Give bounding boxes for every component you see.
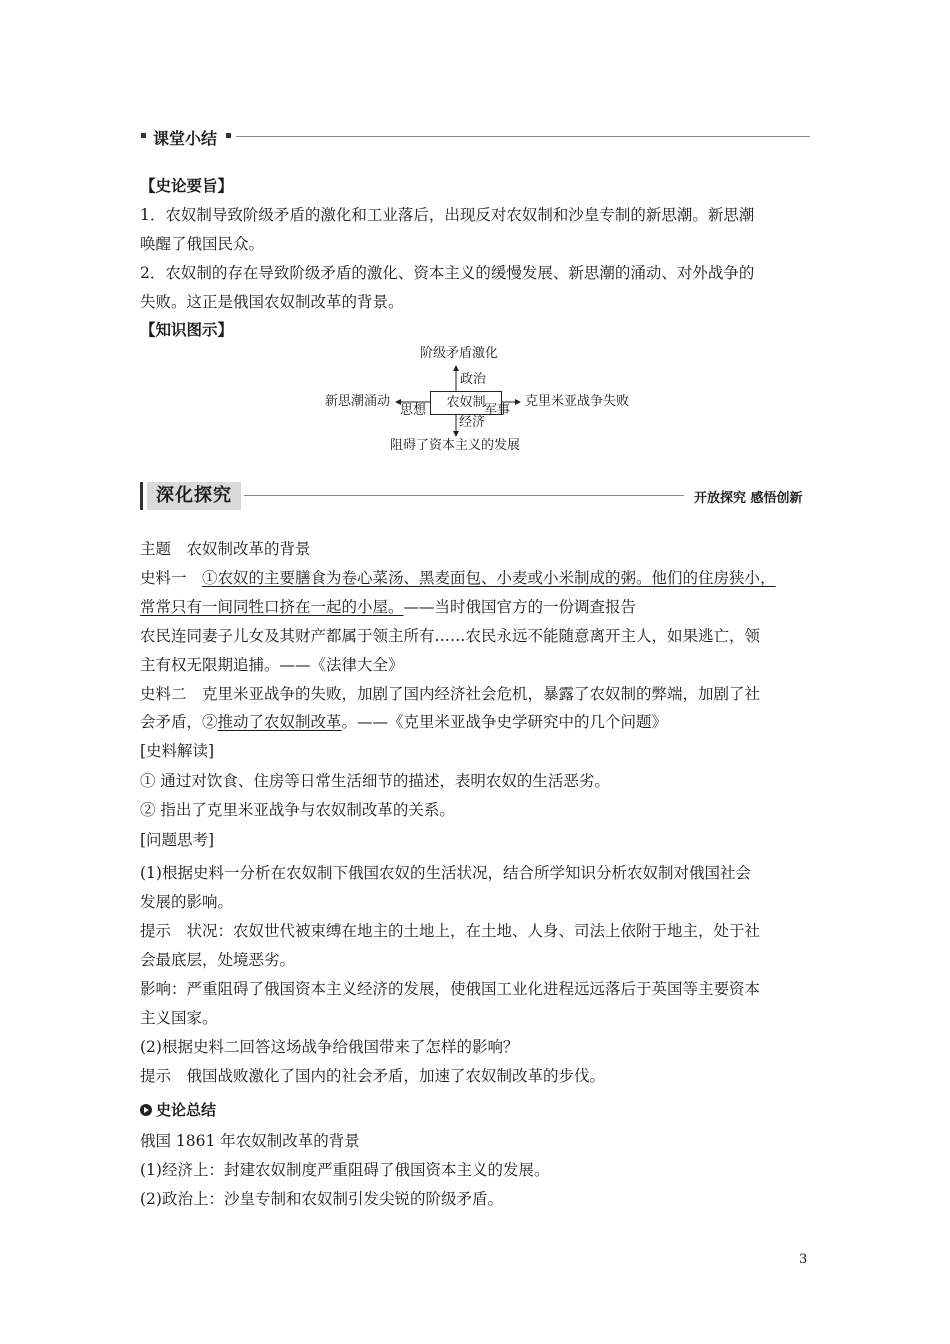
source1-label: 史料一 bbox=[140, 569, 203, 587]
source2-line1: 史料二 克里米亚战争的失败，加剧了国内经济社会危机，暴露了农奴制的弊端，加剧了社 bbox=[140, 685, 761, 703]
play-circle-icon bbox=[140, 1104, 152, 1116]
point2-line2: 失败。这正是俄国农奴制改革的背景。 bbox=[140, 293, 404, 311]
jiedu-item2: ② 指出了克里米亚战争与农奴制改革的关系。 bbox=[140, 801, 455, 819]
summary-item1: (1)经济上：封建农奴制度严重阻碍了俄国资本主义的发展。 bbox=[140, 1161, 550, 1179]
source1-line2 bbox=[140, 597, 636, 617]
jiedu-label: [史料解读] bbox=[140, 742, 215, 760]
question1-line2: 发展的影响。 bbox=[140, 893, 234, 911]
summary-item2: (2)政治上：沙皇专制和农奴制引发尖锐的阶级矛盾。 bbox=[140, 1190, 503, 1208]
answer2: 提示 俄国战败激化了国内的社会矛盾，加速了农奴制改革的步伐。 bbox=[140, 1067, 606, 1085]
source1-line1 bbox=[140, 568, 776, 588]
diagram-top-edge: 政治 bbox=[460, 372, 487, 387]
diagram-right-edge: 军事 bbox=[484, 403, 511, 418]
point2-line1: 2．农奴制的存在导致阶级矛盾的激化、资本主义的缓慢发展、新思潮的涌动、对外战争的 bbox=[140, 264, 755, 282]
diagram-bottom-result: 阻碍了资本主义的发展 bbox=[390, 438, 521, 453]
diagram-bottom-edge: 经济 bbox=[459, 415, 486, 430]
section-title-shenhua: 深化探究 bbox=[147, 482, 241, 510]
section2-subtitle: 开放探究 感悟创新 bbox=[694, 491, 803, 506]
source1-citation: ——当时俄国官方的一份调查报告 bbox=[403, 598, 637, 616]
shilun-label: 【史论要旨】 bbox=[140, 177, 234, 195]
diagram-right-result: 克里米亚战争失败 bbox=[525, 394, 630, 409]
theme-line: 主题 农奴制改革的背景 bbox=[140, 540, 311, 558]
source2-prefix: 会矛盾，② bbox=[140, 713, 218, 731]
source2-line2 bbox=[140, 712, 667, 732]
answer1-line1: 提示 状况：农奴世代被束缚在地主的土地上，在土地、人身、司法上依附于地主，处于社 bbox=[140, 922, 761, 940]
diagram-center-box: 农奴制 bbox=[430, 391, 502, 415]
section-title-ketang: 课堂小结 bbox=[153, 129, 218, 148]
zhishi-label: 【知识图示】 bbox=[140, 321, 234, 339]
diagram-top-result: 阶级矛盾激化 bbox=[420, 346, 499, 361]
diagram-left-result: 新思潮涌动 bbox=[325, 394, 391, 409]
sikao-label: [问题思考] bbox=[140, 831, 215, 849]
section2-bar bbox=[140, 482, 143, 510]
source1-underlined-b: 常常只有一间同牲口挤在一起的小屋。 bbox=[140, 598, 404, 616]
source2-suffix: 。——《克里米亚战争史学研究中的几个问题》 bbox=[341, 713, 668, 731]
question2: (2)根据史料二回答这场战争给俄国带来了怎样的影响？ bbox=[140, 1038, 519, 1056]
answer1-line2: 会最底层，处境恶劣。 bbox=[140, 951, 296, 969]
section2-divider bbox=[244, 495, 684, 496]
answer1-line4: 主义国家。 bbox=[140, 1009, 218, 1027]
source1-underlined-a: ①农奴的主要膳食为卷心菜汤、黑麦面包、小麦或小米制成的粥。他们的住房狭小， bbox=[202, 569, 776, 587]
question1-line1: (1)根据史料一分析在农奴制下俄国农奴的生活状况，结合所学知识分析农奴制对俄国社会 bbox=[140, 864, 751, 882]
point1-line2: 唤醒了俄国民众。 bbox=[140, 235, 265, 253]
source2-underlined: 推动了农奴制改革 bbox=[217, 713, 342, 731]
jiedu-item1: ① 通过对饮食、住房等日常生活细节的描述，表明农奴的生活恶劣。 bbox=[140, 772, 610, 790]
summary-title: 俄国 1861 年农奴制改革的背景 bbox=[140, 1132, 360, 1150]
page-number: 3 bbox=[799, 1252, 808, 1267]
point1-line1: 1．农奴制导致阶级矛盾的激化和工业落后，出现反对农奴制和沙皇专制的新思潮。新思潮 bbox=[140, 206, 755, 224]
source1-line4: 主有权无限期追捕。——《法律大全》 bbox=[140, 656, 404, 674]
source1-line3: 农民连同妻子儿女及其财产都属于领主所有……农民永远不能随意离开主人，如果逃亡，领 bbox=[140, 627, 761, 645]
summary-label: 史论总结 bbox=[156, 1101, 217, 1119]
diagram-left-edge: 思想 bbox=[400, 403, 427, 418]
answer1-line3: 影响：严重阻碍了俄国资本主义经济的发展，使俄国工业化进程远远落后于英国等主要资本 bbox=[140, 980, 761, 998]
